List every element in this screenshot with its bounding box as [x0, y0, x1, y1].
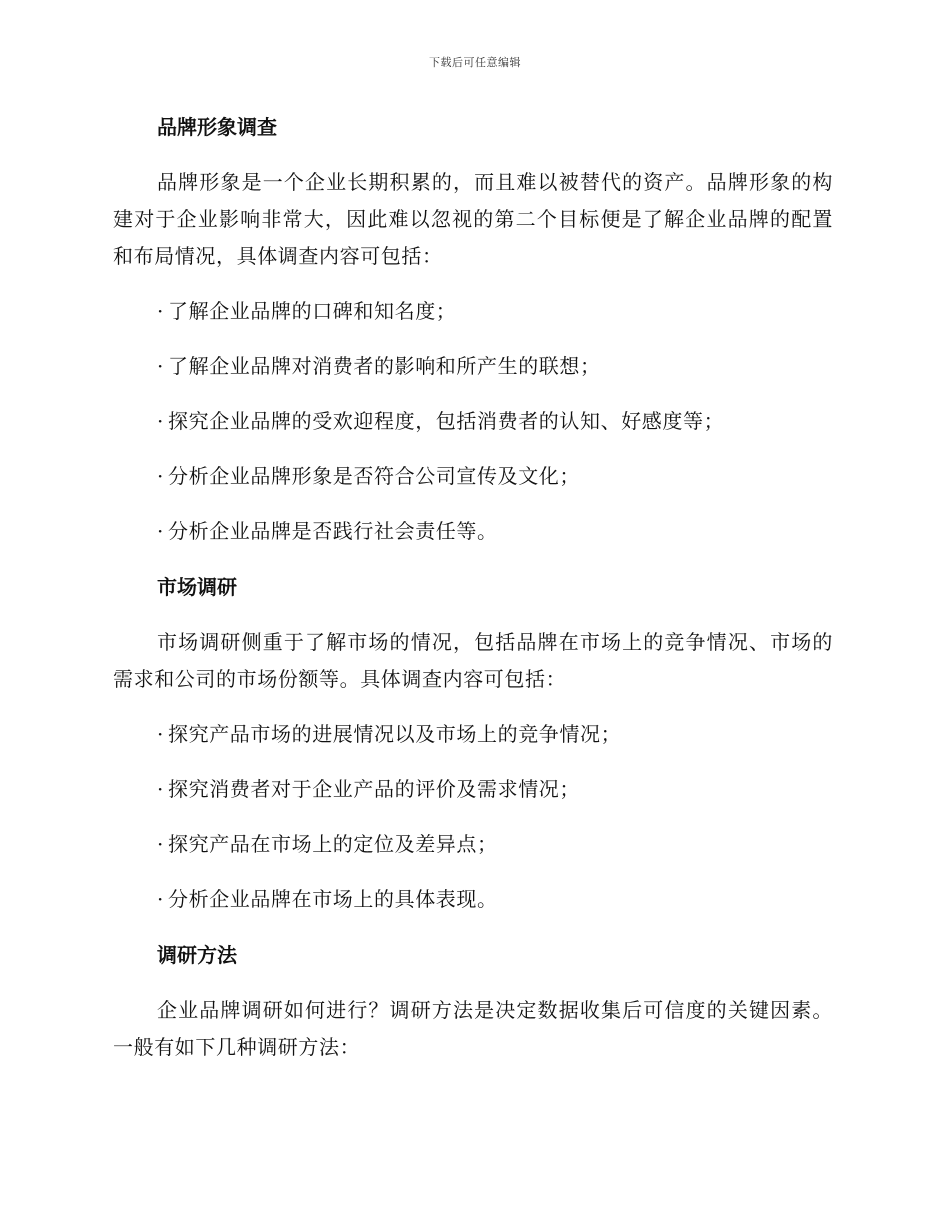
- section-paragraph-research-methods: 企业品牌调研如何进行？调研方法是决定数据收集后可信度的关键因素。一般有如下几种调研方法：: [113, 998, 833, 1059]
- list-item: [157, 458, 833, 495]
- list-item: [157, 348, 833, 385]
- bullet-marker: ·: [157, 519, 164, 543]
- list-item-text: 探究消费者对于企业产品的评价及需求情况；: [168, 777, 580, 801]
- list-item-text: 探究产品在市场上的定位及差异点；: [168, 832, 498, 856]
- list-item-text: 探究产品市场的进展情况以及市场上的竞争情况；: [168, 722, 622, 746]
- page-header: 下载后可任意编辑: [429, 56, 521, 69]
- bullet-marker: ·: [157, 777, 164, 801]
- list-item: [157, 881, 833, 918]
- list-item-text: 了解企业品牌的口碑和知名度；: [168, 299, 457, 323]
- bullet-marker: ·: [157, 722, 164, 746]
- list-item: [157, 513, 833, 550]
- section-heading-research-methods: 调研方法: [157, 943, 237, 967]
- section-paragraph-brand-image: 品牌形象是一个企业长期积累的，而且难以被替代的资产。品牌形象的构建对于企业影响非常大，因此难以忽视的第二个目标便是了解企业品牌的配置和布局情况，具体调查内容可包括：: [113, 170, 833, 268]
- list-item-text: 分析企业品牌形象是否符合公司宣传及文化；: [168, 464, 580, 488]
- section-paragraph-market-research: 市场调研侧重于了解市场的情况，包括品牌在市场上的竞争情况、市场的需求和公司的市场份额等。具体调查内容可包括：: [113, 630, 833, 691]
- list-item-text: 了解企业品牌对消费者的影响和所产生的联想；: [168, 354, 601, 378]
- list-item: [157, 771, 833, 808]
- list-item: [157, 716, 833, 753]
- list-item: [157, 403, 833, 440]
- list-item-text: 分析企业品牌是否践行社会责任等。: [168, 519, 498, 543]
- section-heading-brand-image: 品牌形象调查: [157, 115, 277, 139]
- list-item: [157, 826, 833, 863]
- document-body: [113, 108, 833, 1084]
- list-item-text: 分析企业品牌在市场上的具体表现。: [168, 887, 498, 911]
- bullet-marker: ·: [157, 464, 164, 488]
- bullet-marker: ·: [157, 832, 164, 856]
- bullet-marker: ·: [157, 299, 164, 323]
- list-item: [157, 293, 833, 330]
- section-heading-market-research: 市场调研: [157, 575, 237, 599]
- list-item-text: 探究企业品牌的受欢迎程度，包括消费者的认知、好感度等；: [168, 409, 725, 433]
- bullet-marker: ·: [157, 887, 164, 911]
- bullet-marker: ·: [157, 354, 164, 378]
- bullet-marker: ·: [157, 409, 164, 433]
